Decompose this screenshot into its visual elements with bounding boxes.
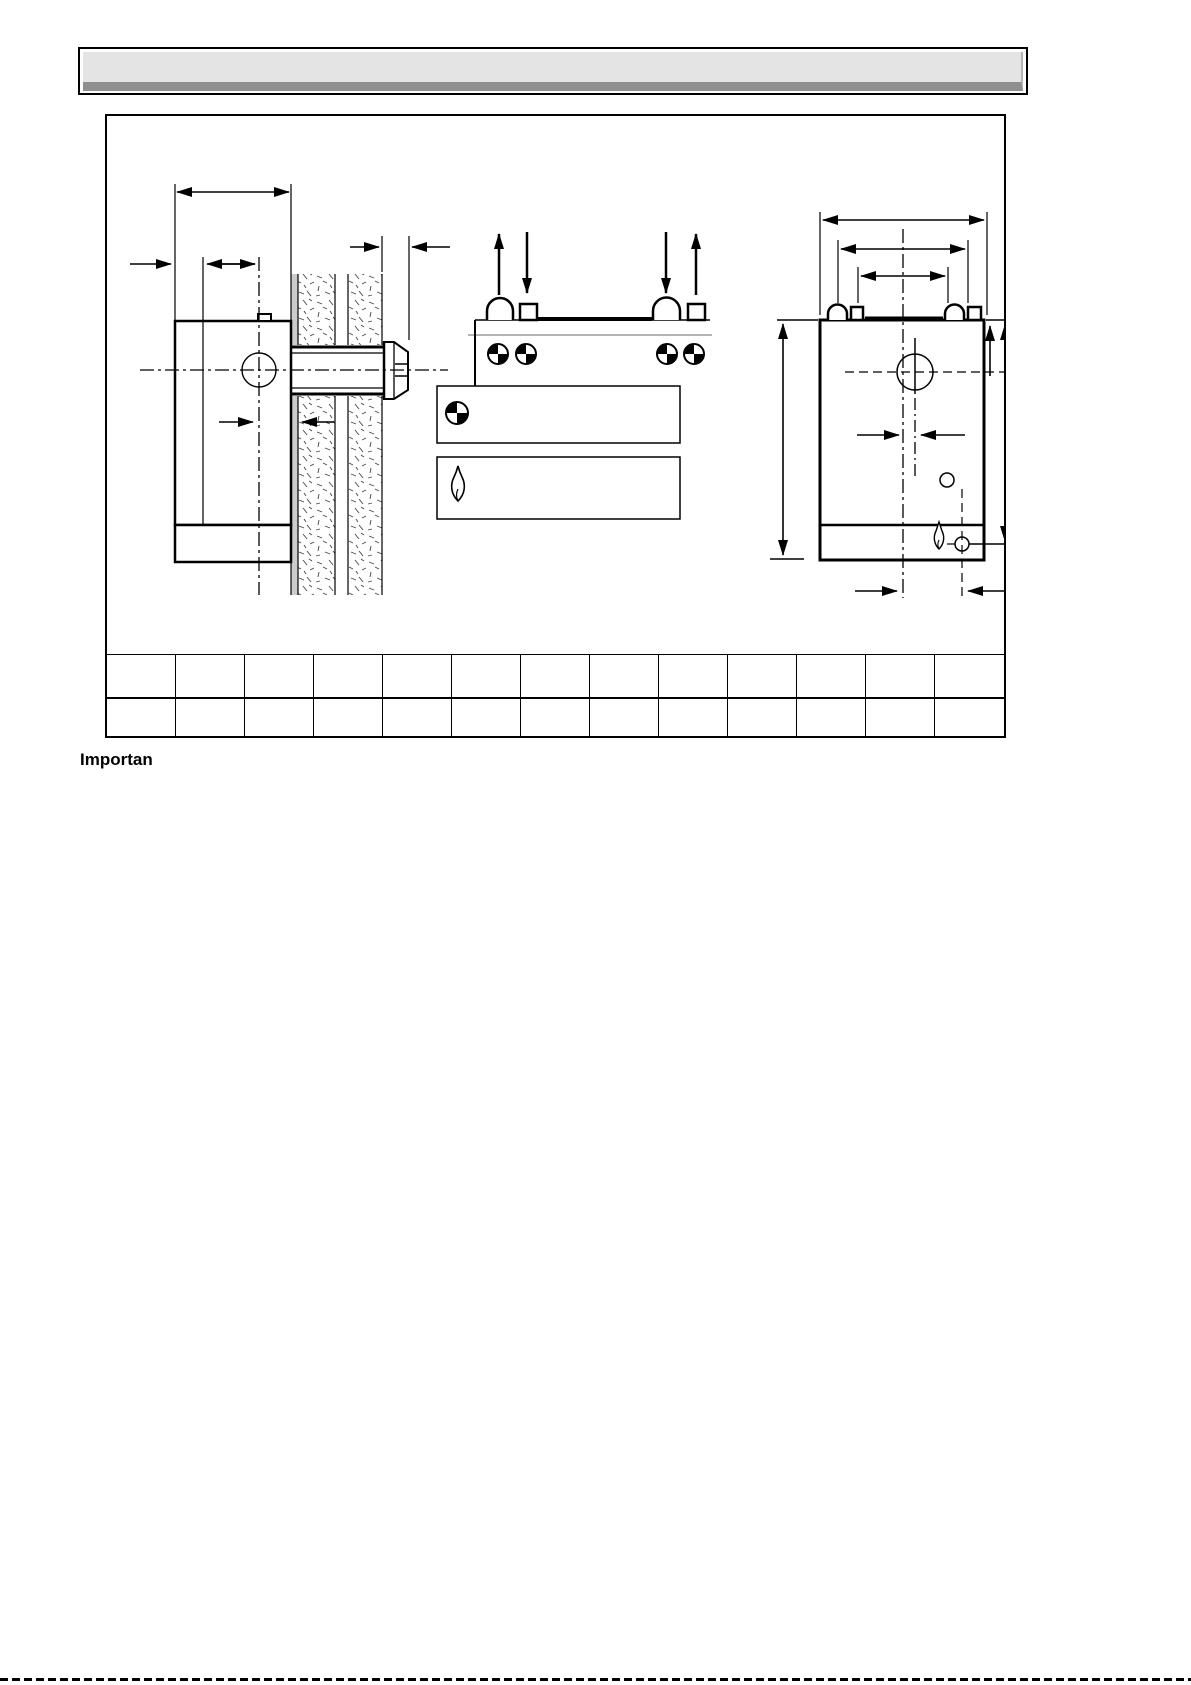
table-cell: [866, 697, 935, 736]
table-cell: [728, 697, 797, 736]
page-cut-line: [0, 1678, 1191, 1681]
table-cell: [245, 655, 314, 697]
table-cell: [521, 697, 590, 736]
table-cell: [659, 697, 728, 736]
table-cell: [797, 697, 866, 736]
square-slot: [851, 307, 863, 320]
table-cell: [452, 655, 521, 697]
legend-box-gas-connection: [437, 457, 680, 519]
table-cell: [935, 697, 1004, 736]
table-cell: [314, 655, 383, 697]
table-cell: [935, 655, 1004, 697]
registration-mark-icon: [657, 344, 677, 364]
table-cell: [521, 655, 590, 697]
registration-mark-icon: [516, 344, 536, 364]
table-cell: [728, 655, 797, 697]
table-cell: [452, 697, 521, 736]
table-cell: [107, 697, 176, 736]
figure-box: [105, 114, 1006, 738]
header-banner-face: [83, 52, 1023, 91]
template-direction-arrows: [499, 232, 696, 295]
arch-slot: [945, 305, 964, 321]
side-view-drawing: [130, 184, 450, 595]
legend-box-fixing-point: [437, 386, 680, 443]
header-banner: [78, 47, 1028, 95]
table-cell: [314, 697, 383, 736]
table-cell: [383, 697, 452, 736]
boiler-side-body: [175, 314, 291, 562]
arch-slot: [653, 298, 680, 321]
square-slot: [520, 304, 537, 320]
registration-mark-icon: [684, 344, 704, 364]
table-cell: [659, 655, 728, 697]
dimension-table: [107, 654, 1004, 736]
template-view-drawing: [437, 232, 712, 519]
technical-drawing: [107, 116, 1004, 654]
table-cell: [176, 655, 245, 697]
table-cell: [866, 655, 935, 697]
table-cell: [590, 697, 659, 736]
square-slot: [688, 304, 705, 320]
wall-section: [291, 274, 382, 595]
arch-slot: [828, 305, 847, 321]
front-view-drawing: [770, 212, 1004, 600]
arch-slot: [487, 298, 513, 320]
registration-mark-icon: [488, 344, 508, 364]
table-cell: [176, 697, 245, 736]
table-cell: [590, 655, 659, 697]
table-cell: [245, 697, 314, 736]
template-slots: [487, 298, 705, 321]
important-heading: Importan: [80, 750, 153, 769]
table-cell: [797, 655, 866, 697]
table-cell: [383, 655, 452, 697]
square-slot: [968, 307, 981, 320]
table-cell: [107, 655, 176, 697]
registration-mark-icon: [446, 402, 468, 424]
registration-marks: [488, 344, 704, 364]
